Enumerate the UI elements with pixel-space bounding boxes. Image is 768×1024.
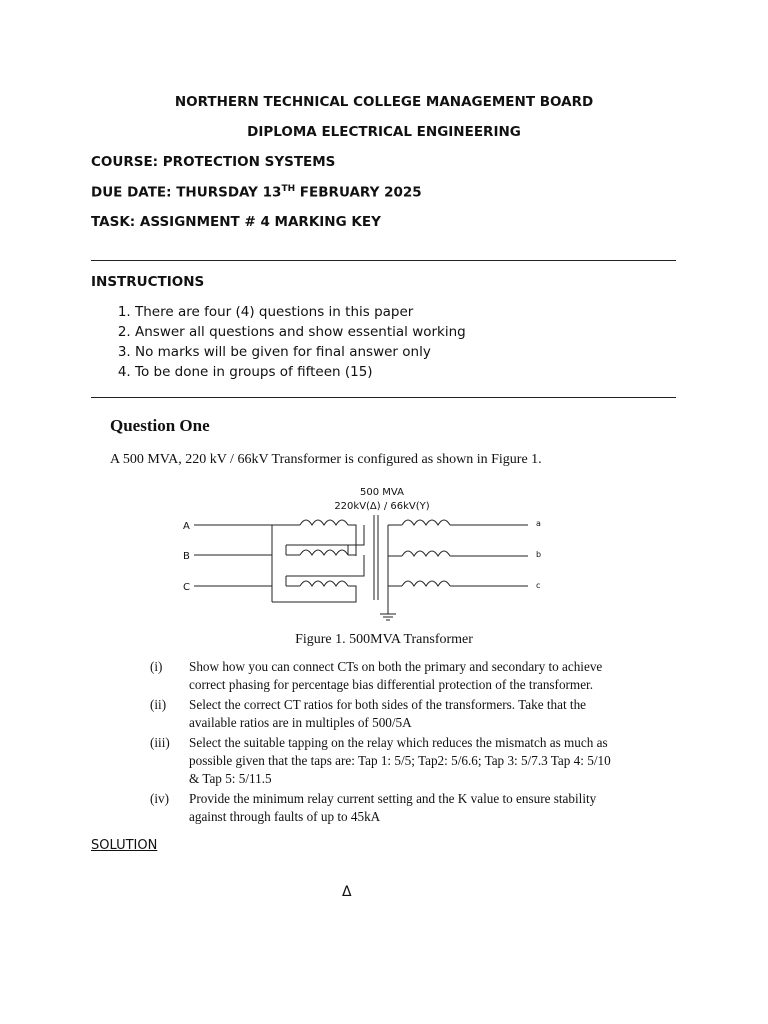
- instruction-item: 1. There are four (4) questions in this paper: [135, 302, 695, 322]
- college-name: NORTHERN TECHNICAL COLLEGE MANAGEMENT BOARD: [174, 94, 594, 110]
- question-part: [150, 658, 620, 694]
- due-date-sup: TH: [281, 184, 296, 194]
- question-heading: Question One: [110, 416, 210, 435]
- part-text: Select the correct CT ratios for both sides of the transformers. Take that the available ratios are in multiples of 500/5A: [189, 697, 587, 730]
- instruction-item: 3. No marks will be given for final answer only: [135, 342, 695, 362]
- instructions-title: INSTRUCTIONS: [91, 274, 205, 290]
- task-line: TASK: ASSIGNMENT # 4 MARKING KEY: [91, 214, 381, 230]
- part-number: (iv): [150, 791, 170, 806]
- question-part: [150, 790, 620, 826]
- question-part: [150, 696, 620, 732]
- part-number: (i): [150, 659, 163, 674]
- instruction-item: 2. Answer all questions and show essential working: [135, 322, 695, 342]
- figure-caption: Figure 1. 500MVA Transformer: [295, 632, 473, 647]
- secondary-label-c: c: [536, 581, 541, 590]
- question-intro: A 500 MVA, 220 kV / 66kV Transformer is configured as shown in Figure 1.: [110, 452, 542, 467]
- part-text: Provide the minimum relay current setting and the K value to ensure stability against through faults of up to 45kA: [189, 791, 597, 824]
- due-date-prefix: DUE DATE: THURSDAY 13: [91, 184, 282, 201]
- primary-label-c: C: [183, 582, 190, 593]
- question-parts: [150, 658, 620, 826]
- secondary-label-b: b: [536, 550, 542, 559]
- delta-symbol: Δ: [342, 884, 352, 900]
- figure-rating: 500 MVA: [360, 487, 404, 498]
- part-number: (iii): [150, 735, 170, 750]
- program-name: DIPLOMA ELECTRICAL ENGINEERING: [247, 124, 521, 140]
- part-number: (ii): [150, 697, 167, 712]
- instruction-item: 4. To be done in groups of fifteen (15): [135, 362, 695, 382]
- primary-label-b: B: [183, 551, 190, 562]
- secondary-label-a: a: [536, 519, 541, 528]
- part-text: Select the suitable tapping on the relay which reduces the mismatch as much as possible given that the taps are: Tap 1: 5/5; Tap2: 5/6.6; Tap 3: 5/7.3 Tap 4: 5/10 & Tap 5: 5/11.5: [189, 735, 611, 786]
- due-date-suffix: FEBRUARY 2025: [295, 184, 422, 201]
- solution-label: SOLUTION: [91, 838, 158, 853]
- course-line: COURSE: PROTECTION SYSTEMS: [91, 154, 336, 170]
- figure-voltage: 220kV(Δ) / 66kV(Y): [334, 501, 430, 512]
- part-text: Show how you can connect CTs on both the primary and secondary to achieve correct phasing for percentage bias differential protection of the transformer.: [189, 659, 603, 692]
- question-part: [150, 734, 620, 788]
- primary-label-a: A: [183, 521, 190, 532]
